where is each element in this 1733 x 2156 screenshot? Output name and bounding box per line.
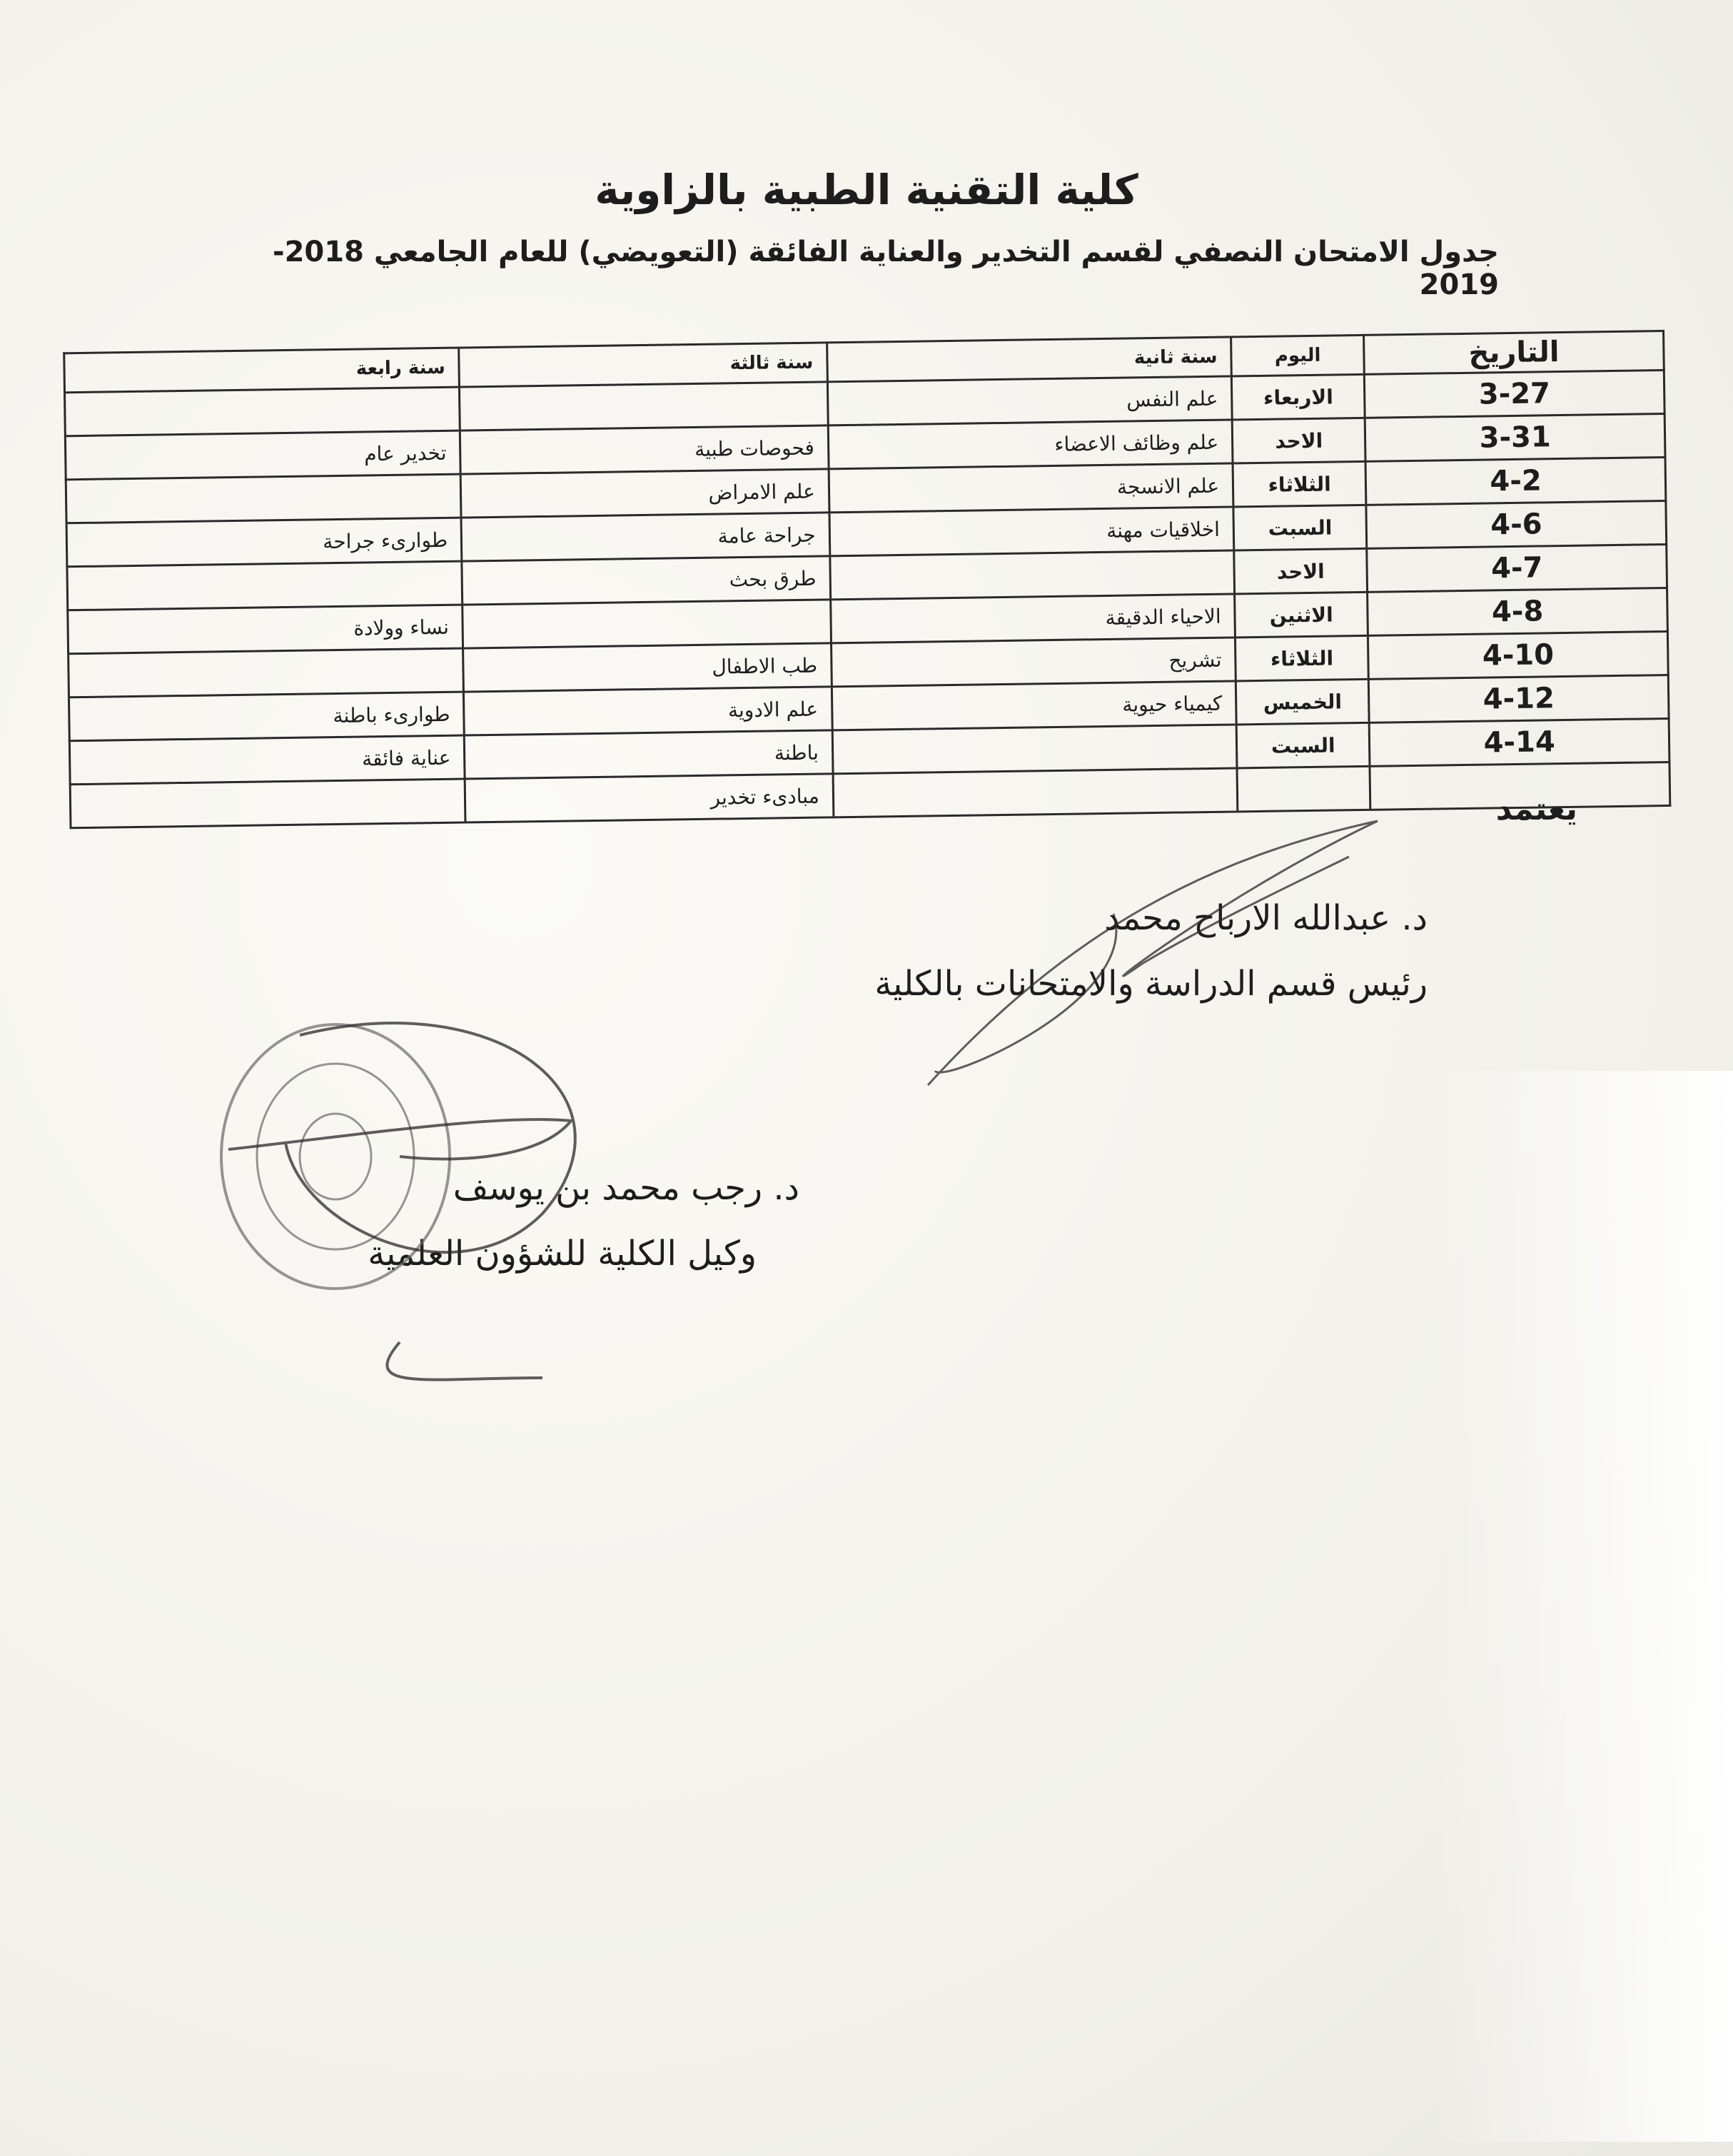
cell-second-year: كيمياء حيوية — [832, 681, 1236, 730]
cell-second-year: اخلاقيات مهنة — [829, 507, 1234, 556]
cell-date: 4-10 — [1368, 631, 1669, 679]
cell-third-year: طب الاطفال — [463, 643, 832, 692]
cell-date: 4-2 — [1365, 458, 1666, 505]
cell-second-year: الاحياء الدقيقة — [830, 594, 1235, 643]
header-day: اليوم — [1231, 335, 1365, 376]
cell-third-year: فحوصات طبية — [460, 425, 829, 474]
cell-fourth-year: تخدير عام — [65, 430, 460, 480]
cell-second-year: علم وظائف الاعضاء — [828, 420, 1233, 469]
cell-date: 3-27 — [1365, 371, 1665, 418]
cell-fourth-year: طوارىء باطنة — [69, 692, 464, 741]
cell-fourth-year: نساء وولادة — [68, 605, 463, 654]
cell-second-year: تشريح — [831, 638, 1236, 687]
cell-day: الثلاثاء — [1233, 461, 1366, 507]
cell-third-year: باطنة — [465, 730, 833, 779]
cell-day: الاحد — [1232, 418, 1365, 463]
approval-label: يعتمد — [1495, 791, 1577, 827]
cell-day: الاربعاء — [1231, 374, 1365, 420]
cell-third-year: طرق بحث — [462, 556, 830, 605]
cell-date: 4-14 — [1369, 718, 1669, 766]
cell-fourth-year: طوارىء جراحة — [66, 518, 462, 567]
cell-third-year: مبادىء تخدير — [465, 774, 833, 822]
signatory-2-name: د. رجب محمد بن يوسف — [453, 1168, 799, 1208]
header-fourth-year: سنة رابعة — [64, 348, 460, 393]
cell-third-year: علم الادوية — [464, 687, 832, 735]
signatory-1-title: رئيس قسم الدراسة والامتحانات بالكلية — [874, 964, 1428, 1004]
college-name: كلية التقنية الطبية بالزاوية — [595, 166, 1138, 214]
cell-day: الثلاثاء — [1236, 635, 1369, 681]
cell-fourth-year: عناية فائقة — [69, 735, 465, 785]
cell-date: 4-6 — [1366, 500, 1667, 548]
signature-2 — [228, 1023, 575, 1380]
header-second-year: سنة ثانية — [827, 337, 1231, 382]
signatory-2-title: وكيل الكلية للشؤون العلمية — [368, 1234, 757, 1274]
cell-date: 4-7 — [1367, 544, 1667, 592]
cell-day: السبت — [1236, 722, 1370, 768]
document-subtitle: جدول الامتحان النصفي لقسم التخدير والعناية الفائقة (التعويضي) للعام الجامعي 2018-2019 — [272, 236, 1499, 301]
cell-second-year: علم النفس — [827, 376, 1232, 425]
cell-day: الاحد — [1234, 548, 1368, 594]
cell-date: 3-31 — [1365, 414, 1665, 462]
cell-date: 4-8 — [1368, 588, 1668, 635]
cell-day: السبت — [1233, 505, 1367, 550]
cell-third-year: جراحة عامة — [461, 513, 829, 561]
cell-date: 4-12 — [1369, 675, 1669, 722]
signatory-1-name: د. عبدالله الارباح محمد — [1104, 898, 1428, 938]
cell-day: الاثنين — [1235, 592, 1368, 638]
cell-second-year: علم الانسجة — [829, 463, 1233, 513]
cell-third-year: علم الامراض — [460, 469, 829, 518]
signature-1 — [928, 821, 1378, 1085]
cell-day: الخميس — [1236, 679, 1369, 725]
header-date: التاريخ — [1364, 331, 1664, 375]
header-third-year: سنة ثالثة — [459, 343, 827, 387]
